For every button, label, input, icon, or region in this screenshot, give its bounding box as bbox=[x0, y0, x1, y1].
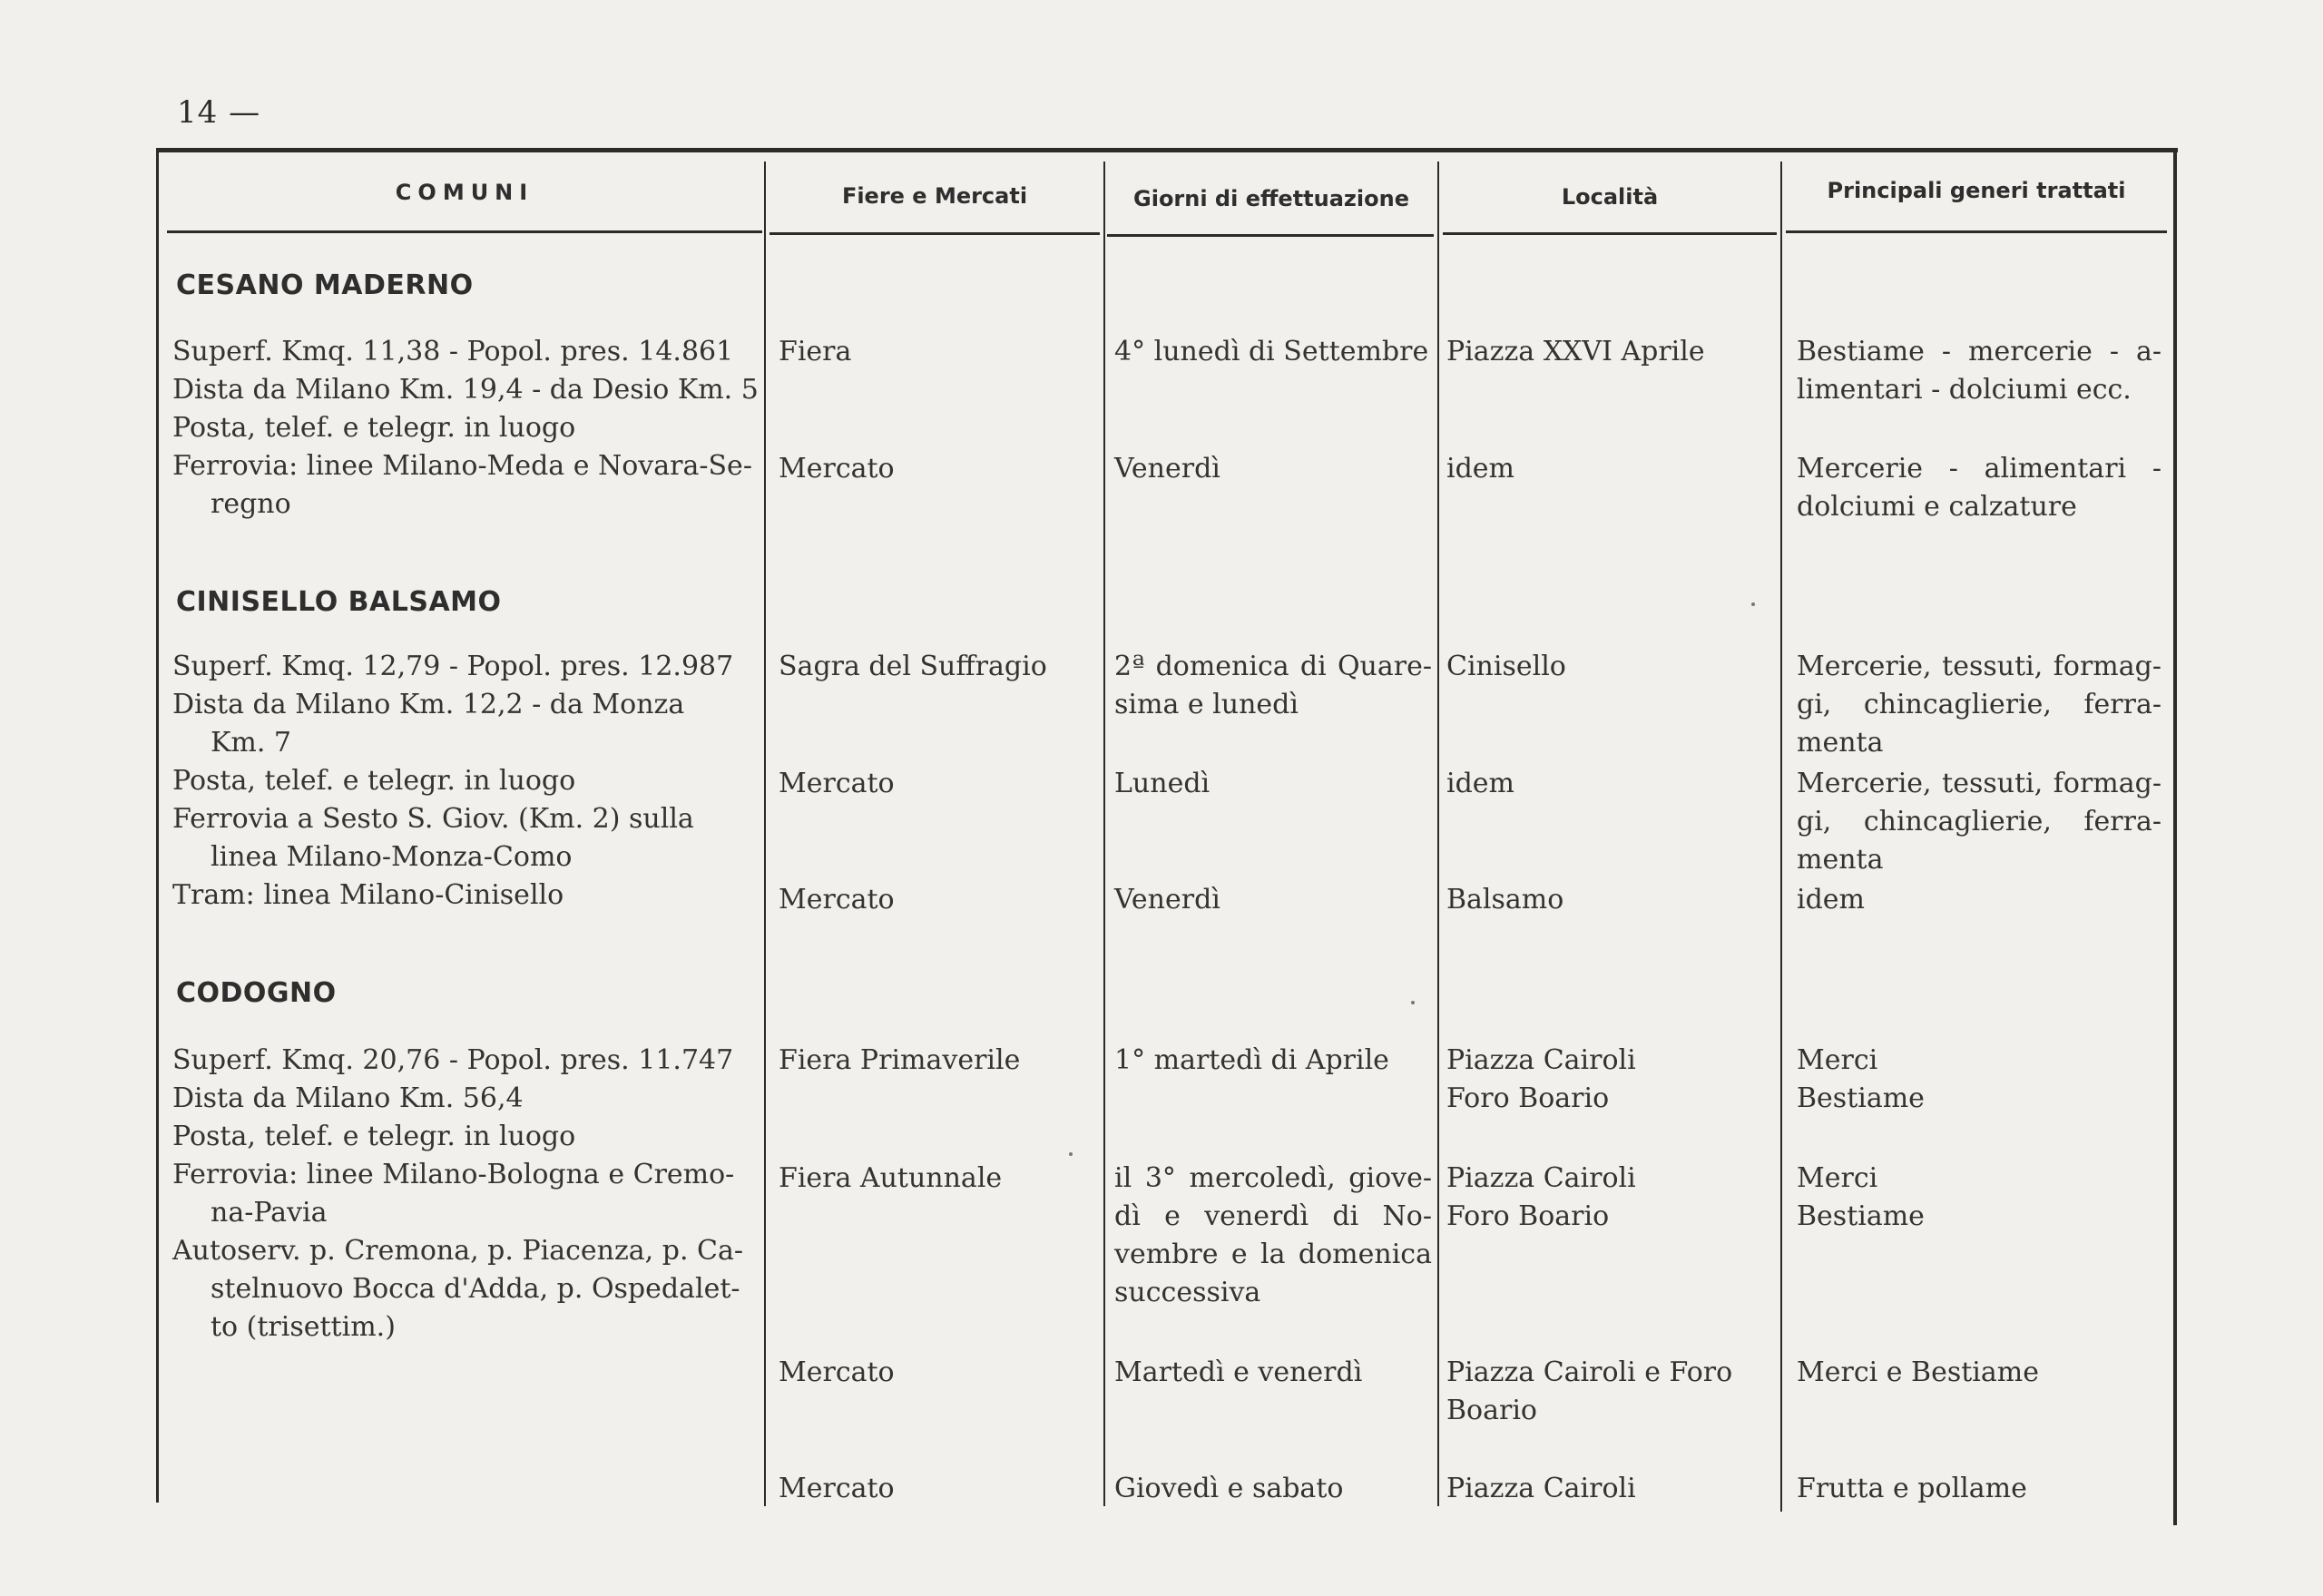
event-goods bbox=[1797, 333, 2161, 409]
event-type-line: Fiera Primaverile bbox=[779, 1044, 1021, 1076]
event-goods bbox=[1797, 450, 2161, 526]
event-location bbox=[1446, 765, 1775, 803]
header-underline-5 bbox=[1786, 230, 2167, 233]
event-location-line: Balsamo bbox=[1446, 884, 1564, 915]
event-location-line: idem bbox=[1446, 453, 1514, 485]
event-days-line: Giovedì e sabato bbox=[1114, 1473, 1344, 1504]
event-goods bbox=[1797, 765, 2161, 879]
comune-info-line: Ferrovia: linee Milano-Meda e Novara-Se- bbox=[172, 450, 752, 482]
table-left-rule bbox=[156, 148, 159, 1503]
event-type-line: Mercato bbox=[779, 453, 895, 485]
event-days bbox=[1114, 333, 1432, 371]
comune-name: CESANO MADERNO bbox=[176, 269, 474, 301]
comune-info-line: regno bbox=[211, 488, 291, 520]
column-divider-4 bbox=[1780, 162, 1782, 1512]
event-location bbox=[1446, 648, 1775, 686]
event-goods-line: Merci bbox=[1797, 1162, 1878, 1194]
column-header-fiere: Fiere e Mercati bbox=[841, 183, 1028, 209]
comune-info-line: Dista da Milano Km. 12,2 - da Monza bbox=[172, 689, 685, 720]
comune-info-line: linea Milano-Monza-Como bbox=[211, 841, 573, 873]
event-days bbox=[1114, 1042, 1432, 1080]
event-days-line: vembre e la domenica bbox=[1114, 1239, 1432, 1270]
comune-info-line: stelnuovo Bocca d'Adda, p. Ospedalet- bbox=[211, 1273, 740, 1305]
comune-info-line: to (trisettim.) bbox=[211, 1311, 396, 1343]
event-goods-line: menta bbox=[1797, 844, 1884, 876]
event-location-line: Boario bbox=[1446, 1395, 1537, 1426]
event-goods bbox=[1797, 1354, 2161, 1392]
event-days bbox=[1114, 648, 1432, 724]
event-goods-line: Bestiame - mercerie - a- bbox=[1797, 336, 2161, 367]
print-speck bbox=[1751, 602, 1755, 606]
event-days-line: 2ª domenica di Quare- bbox=[1114, 651, 1432, 682]
event-goods-line: gi, chincaglierie, ferra- bbox=[1797, 806, 2161, 837]
comune-info-line: Ferrovia: linee Milano-Bologna e Cremo- bbox=[172, 1159, 735, 1190]
event-days bbox=[1114, 1470, 1432, 1508]
header-underline-3 bbox=[1107, 234, 1434, 237]
event-days-line: Venerdì bbox=[1114, 884, 1220, 915]
event-days bbox=[1114, 881, 1432, 919]
event-location-line: Piazza Cairoli bbox=[1446, 1473, 1636, 1504]
event-type bbox=[779, 1042, 1098, 1080]
comune-info bbox=[172, 1042, 753, 1346]
header-underline-2 bbox=[769, 232, 1100, 235]
table-right-rule bbox=[2173, 148, 2177, 1525]
event-type bbox=[779, 1354, 1098, 1392]
column-divider-2 bbox=[1103, 162, 1105, 1506]
comune-name: CINISELLO BALSAMO bbox=[176, 586, 502, 618]
event-type-line: Mercato bbox=[779, 1473, 895, 1504]
comune-info-line: na-Pavia bbox=[211, 1197, 328, 1229]
event-goods-line: Merci e Bestiame bbox=[1797, 1356, 2039, 1388]
comune-info-line: Dista da Milano Km. 19,4 - da Desio Km. 5 bbox=[172, 374, 759, 406]
event-location bbox=[1446, 450, 1775, 488]
event-days-line: 4° lunedì di Settembre bbox=[1114, 336, 1429, 367]
event-days-line: 1° martedì di Aprile bbox=[1114, 1044, 1389, 1076]
event-type-line: Fiera bbox=[779, 336, 852, 367]
comune-info bbox=[172, 648, 753, 915]
event-type bbox=[779, 333, 1098, 371]
header-underline-4 bbox=[1443, 232, 1777, 235]
event-days-line: il 3° mercoledì, giove- bbox=[1114, 1162, 1432, 1194]
event-days bbox=[1114, 765, 1432, 803]
event-type bbox=[779, 881, 1098, 919]
comune-info-line: Tram: linea Milano-Cinisello bbox=[172, 879, 564, 911]
event-days-line: dì e venerdì di No- bbox=[1114, 1200, 1432, 1232]
comune-info-line: Ferrovia a Sesto S. Giov. (Km. 2) sulla bbox=[172, 803, 694, 835]
event-days bbox=[1114, 450, 1432, 488]
event-goods-line: Bestiame bbox=[1797, 1200, 1925, 1232]
column-header-localita: Località bbox=[1561, 184, 1659, 210]
event-days bbox=[1114, 1354, 1432, 1392]
event-type bbox=[779, 648, 1098, 686]
event-location bbox=[1446, 1470, 1775, 1508]
event-goods-line: Mercerie - alimentari - bbox=[1797, 453, 2161, 485]
comune-info-line: Posta, telef. e telegr. in luogo bbox=[172, 412, 576, 444]
event-location-line: Piazza XXVI Aprile bbox=[1446, 336, 1705, 367]
event-goods bbox=[1797, 1160, 2161, 1236]
comune-info-line: Superf. Kmq. 20,76 - Popol. pres. 11.747 bbox=[172, 1044, 734, 1076]
event-goods-line: dolciumi e calzature bbox=[1797, 491, 2077, 523]
comune-info-line: Superf. Kmq. 11,38 - Popol. pres. 14.861 bbox=[172, 336, 734, 367]
event-days-line: Venerdì bbox=[1114, 453, 1220, 485]
comune-info-line: Km. 7 bbox=[211, 727, 292, 759]
event-goods bbox=[1797, 1042, 2161, 1118]
event-type-line: Mercato bbox=[779, 884, 895, 915]
event-goods-line: idem bbox=[1797, 884, 1865, 915]
event-days-line: Lunedì bbox=[1114, 768, 1211, 799]
comune-name: CODOGNO bbox=[176, 977, 337, 1009]
table-top-rule bbox=[159, 148, 2178, 152]
event-location-line: Foro Boario bbox=[1446, 1200, 1610, 1232]
event-location bbox=[1446, 1160, 1775, 1236]
column-divider-1 bbox=[764, 162, 766, 1506]
column-divider-3 bbox=[1437, 162, 1439, 1506]
event-location-line: Piazza Cairoli bbox=[1446, 1044, 1636, 1076]
comune-info bbox=[172, 333, 759, 524]
event-location bbox=[1446, 1354, 1775, 1430]
event-goods bbox=[1797, 881, 2161, 919]
event-location-line: idem bbox=[1446, 768, 1514, 799]
comune-info-line: Autoserv. p. Cremona, p. Piacenza, p. Ca- bbox=[172, 1235, 744, 1267]
event-goods-line: Frutta e pollame bbox=[1797, 1473, 2027, 1504]
event-days-line: successiva bbox=[1114, 1277, 1261, 1308]
event-type-line: Sagra del Suffragio bbox=[779, 651, 1047, 682]
comune-info-line: Dista da Milano Km. 56,4 bbox=[172, 1082, 524, 1114]
comune-info-line: Posta, telef. e telegr. in luogo bbox=[172, 1121, 576, 1152]
event-goods-line: limentari - dolciumi ecc. bbox=[1797, 374, 2132, 406]
event-location bbox=[1446, 333, 1775, 371]
event-location-line: Piazza Cairoli bbox=[1446, 1162, 1636, 1194]
header-underline-1 bbox=[167, 230, 762, 233]
event-type bbox=[779, 1470, 1098, 1508]
column-header-giorni: Giorni di effettuazione bbox=[1133, 186, 1409, 211]
event-goods bbox=[1797, 1470, 2161, 1508]
event-type bbox=[779, 765, 1098, 803]
event-type-line: Fiera Autunnale bbox=[779, 1162, 1003, 1194]
event-type bbox=[779, 1160, 1098, 1198]
event-location-line: Piazza Cairoli e Foro bbox=[1446, 1356, 1733, 1388]
event-days bbox=[1114, 1160, 1432, 1312]
event-type-line: Mercato bbox=[779, 1356, 895, 1388]
column-header-comuni: COMUNI bbox=[395, 180, 534, 205]
event-type bbox=[779, 450, 1098, 488]
event-goods-line: Mercerie, tessuti, formag- bbox=[1797, 651, 2161, 682]
event-location-line: Foro Boario bbox=[1446, 1082, 1610, 1114]
event-days-line: sima e lunedì bbox=[1114, 689, 1299, 720]
event-location bbox=[1446, 1042, 1775, 1118]
event-location-line: Cinisello bbox=[1446, 651, 1566, 682]
comune-info-line: Superf. Kmq. 12,79 - Popol. pres. 12.987 bbox=[172, 651, 734, 682]
column-header-generi: Principali generi trattati bbox=[1827, 178, 2126, 203]
event-goods-line: menta bbox=[1797, 727, 1884, 759]
event-goods bbox=[1797, 648, 2161, 762]
print-speck bbox=[1411, 1001, 1415, 1004]
page-number: 14 — bbox=[177, 94, 261, 131]
event-days-line: Martedì e venerdì bbox=[1114, 1356, 1363, 1388]
event-goods-line: gi, chincaglierie, ferra- bbox=[1797, 689, 2161, 720]
event-goods-line: Merci bbox=[1797, 1044, 1878, 1076]
event-goods-line: Mercerie, tessuti, formag- bbox=[1797, 768, 2161, 799]
event-location bbox=[1446, 881, 1775, 919]
print-speck bbox=[1069, 1152, 1073, 1156]
event-type-line: Mercato bbox=[779, 768, 895, 799]
comune-info-line: Posta, telef. e telegr. in luogo bbox=[172, 765, 576, 797]
event-goods-line: Bestiame bbox=[1797, 1082, 1925, 1114]
